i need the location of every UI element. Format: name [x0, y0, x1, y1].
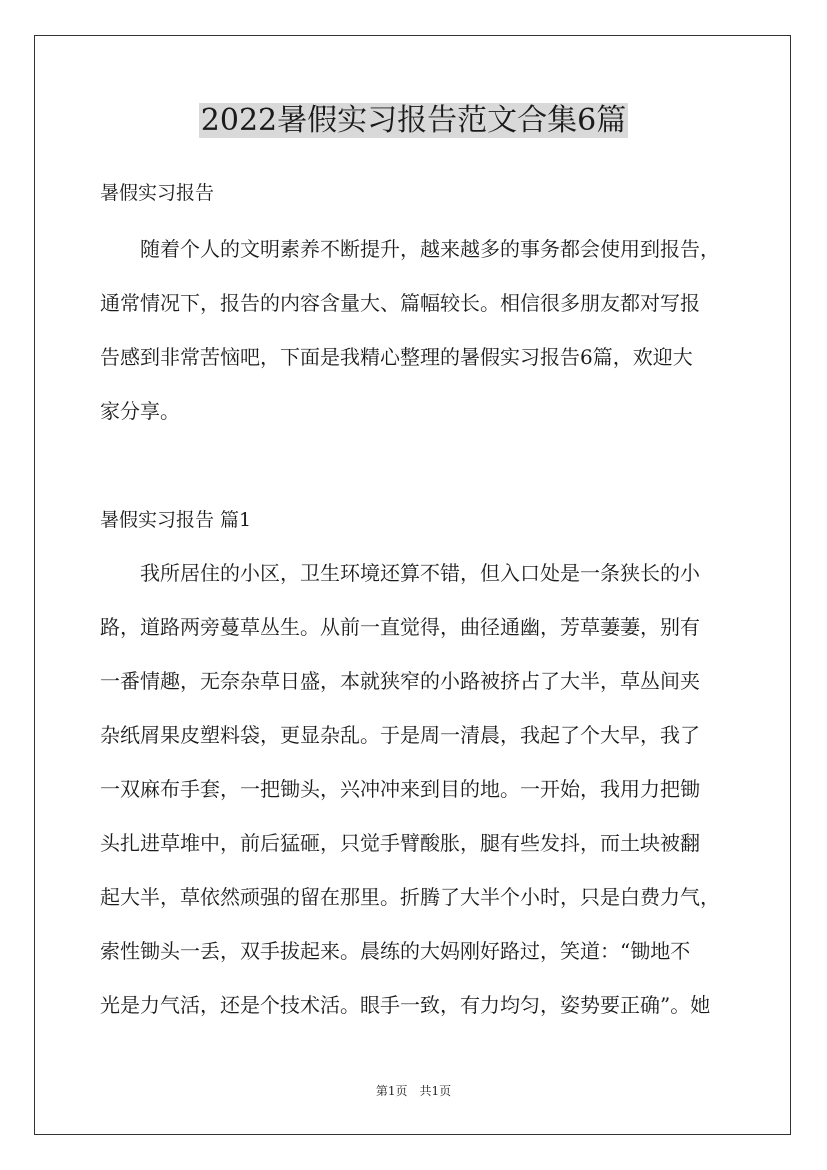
section1-heading: 暑假实习报告 篇1 — [100, 509, 252, 531]
page-footer: 第1页 共1页 — [375, 1084, 452, 1098]
section1-line: 头扎进草堆中，前后猛砸，只觉手臂酸胀，腿有些发抖，而土块被翻 — [100, 831, 700, 855]
section1-line: 索性锄头一丢，双手拔起来。晨练的大妈刚好路过，笑道：“锄地不 — [100, 939, 691, 963]
section1-line: 杂纸屑果皮塑料袋，更显杂乱。于是周一清晨，我起了个大早，我了 — [100, 723, 700, 747]
intro-line: 告感到非常苦恼吧，下面是我精心整理的暑假实习报告6篇，欢迎大 — [100, 345, 693, 369]
intro-line: 随着个人的文明素养不断提升，越来越多的事务都会使用到报告， — [100, 237, 720, 261]
intro-line: 通常情况下，报告的内容含量大、篇幅较长。相信很多朋友都对写报 — [100, 291, 700, 315]
intro-heading: 暑假实习报告 — [100, 182, 215, 204]
section1-line: 一双麻布手套，一把锄头，兴冲冲来到目的地。一开始，我用力把锄 — [100, 777, 700, 801]
intro-line: 家分享。 — [100, 399, 180, 423]
section1-line: 一番情趣，无奈杂草日盛，本就狭窄的小路被挤占了大半，草丛间夹 — [100, 669, 700, 693]
document-title-text: 2022暑假实习报告范文合集6篇 — [200, 103, 627, 138]
section1-line: 起大半，草依然顽强的留在那里。折腾了大半个小时，只是白费力气， — [100, 885, 720, 909]
section1-line: 我所居住的小区，卫生环境还算不错，但入口处是一条狭长的小 — [100, 561, 700, 585]
document-title — [0, 100, 827, 142]
section1-line: 路，道路两旁蔓草丛生。从前一直觉得，曲径通幽，芳草萋萋，别有 — [100, 615, 700, 639]
section1-line: 光是力气活，还是个技术活。眼手一致，有力均匀，姿势要正确”。她 — [100, 993, 711, 1017]
